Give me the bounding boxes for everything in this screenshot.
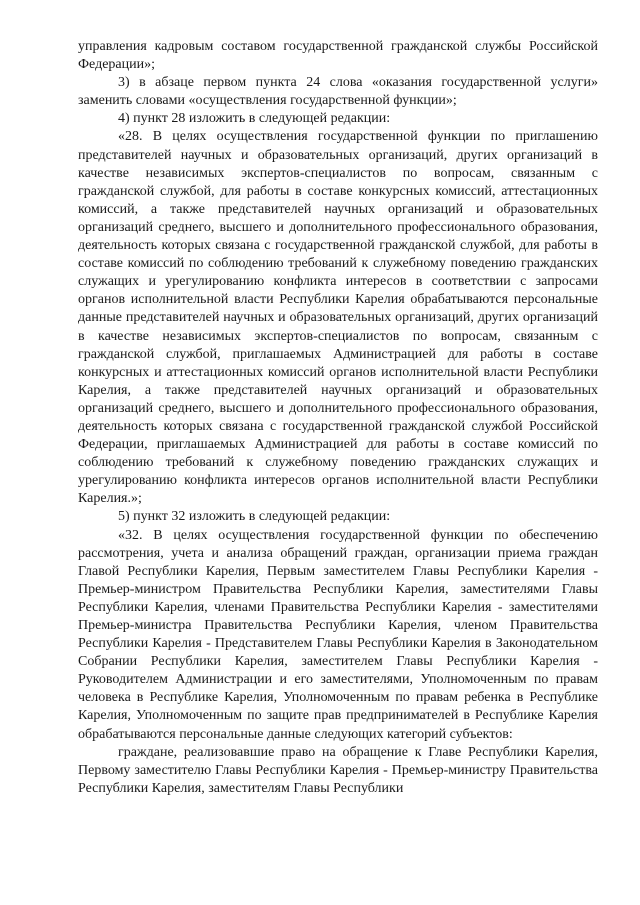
document-body [78, 38, 598, 798]
paragraph-continuation: управления кадровым составом государственной гражданской службы Российской Федерации»; [78, 39, 598, 73]
paragraph-citizens: граждане, реализовавшие право на обращение к Главе Республики Карелия, Первому заместителю Главы Республики Карелия - Премьер-министру Правительства Республики Карелия, заместителям Главы Республики [78, 744, 598, 796]
paragraph-item-3: 3) в абзаце первом пункта 24 слова «оказания государственной услуги» заменить словами «осуществления государственной функции»; [78, 75, 598, 109]
paragraph-item-5: 5) пункт 32 изложить в следующей редакции: [118, 509, 391, 525]
paragraph-point-28: «28. В целях осуществления государственной функции по приглашению представителей научных и образовательных организаций, других организаций в качестве независимых экспертов-специалистов по вопросам, связанным с гражданской службой, для работы в составе конкурсных комиссий, аттестационных комиссий, а также представителей научных организаций и образовательных организаций среднего, высшего и дополнительного профессионального образования, деятельность которых связана с государственной гражданской службой, для работы в составе комиссий по соблюдению требований к служебному поведению гражданских служащих и урегулированию конфликта интересов в соответствии с запросами органов исполнительной власти Республики Карелия обрабатываются персональные данные представителей научных и образовательных организаций, других организаций в качестве независимых экспертов-специалистов по вопросам, связанным с гражданской службой, приглашаемых Администрацией для работы в составе конкурсных и аттестационных комиссий органов исполнительной власти Республики Карелия, а также представителей научных организаций и образовательных организаций среднего, высшего и дополнительного профессионального образования, деятельность которых связана с государственной гражданской службой Российской Федерации, приглашаемых Администрацией для работы в составе комиссий по соблюдению требований к служебному поведению гражданских служащих и урегулированию конфликта интересов органов исполнительной власти Республики Карелия.»; [78, 129, 598, 507]
paragraph-item-4: 4) пункт 28 изложить в следующей редакции: [118, 111, 391, 127]
paragraph-point-32: «32. В целях осуществления государственной функции по обеспечению рассмотрения, учета и анализа обращений граждан, организации приема граждан Главой Республики Карелия, Первым заместителем Главы Республики Карелия - Премьер-министром Правительства Республики Карелия, заместителями Главы Республики Карелия, членами Правительства Республики Карелия - заместителями Премьер-министра Правительства Республики Карелия, членом Правительства Республики Карелия - Представителем Главы Республики Карелия в Законодательном Собрании Республики Карелия, заместителем Главы Республики Карелия - Руководителем Администрации и его заместителями, Уполномоченным по правам человека в Республике Карелия, Уполномоченным по правам ребенка в Республике Карелия, Уполномоченным по защите прав предпринимателей в Республике Карелия обрабатываются персональные данные следующих категорий субъектов: [78, 527, 598, 742]
